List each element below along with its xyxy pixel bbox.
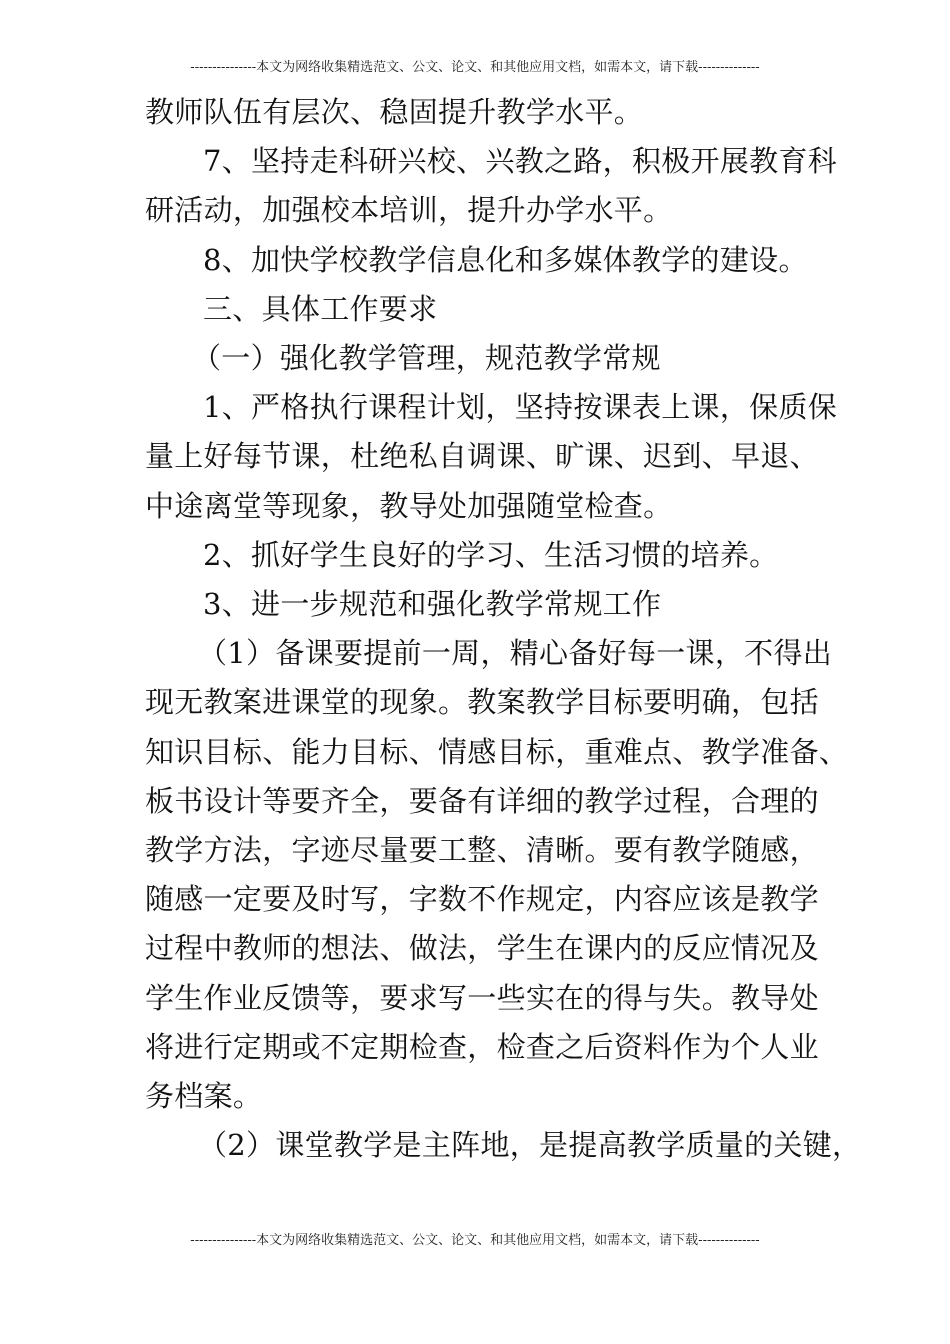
text-line: 现无教案进课堂的现象。教案教学目标要明确，包括 [145, 685, 819, 720]
text-line: 学生作业反馈等，要求写一些实在的得与失。教导处 [145, 980, 819, 1015]
text-line: 3、进一步规范和强化教学常规工作 [203, 587, 662, 622]
text-line: 随感一定要及时写，字数不作规定，内容应该是教学 [145, 882, 819, 917]
text-line: 1、严格执行课程计划，坚持按课表上课，保质保 [203, 390, 838, 425]
footer-banner: ---------------本文为网络收集精选范文、公文、论文、和其他应用文档，如需本文，请下载-------------- [190, 1233, 760, 1248]
text-line: 将进行定期或不定期检查，检查之后资料作为个人业 [145, 1029, 819, 1064]
text-line: 8、加快学校教学信息化和多媒体教学的建设。 [203, 242, 808, 277]
section-heading: 三、具体工作要求 [203, 291, 438, 326]
text-line: 量上好每节课，杜绝私自调课、旷课、迟到、早退、 [145, 439, 819, 474]
text-line: 中途离堂等现象，教导处加强随堂检查。 [145, 488, 673, 523]
text-line: （1）备课要提前一周，精心备好每一课，不得出 [198, 636, 833, 671]
text-line: 知识目标、能力目标、情感目标，重难点、教学准备、 [145, 734, 849, 769]
text-line: 板书设计等要齐全，要备有详细的教学过程，合理的 [145, 783, 819, 818]
text-line: 教学方法，字迹尽量要工整、清晰。要有教学随感， [145, 833, 819, 868]
subsection-heading: （一）强化教学管理，规范教学常规 [192, 341, 661, 376]
text-line: 教师队伍有层次、稳固提升教学水平。 [145, 95, 644, 129]
text-line: 务档案。 [145, 1079, 263, 1114]
text-line: 过程中教师的想法、做法，学生在课内的反应情况及 [145, 931, 819, 966]
text-line: （2）课堂教学是主阵地，是提高教学质量的关键， [198, 1128, 862, 1163]
text-line: 7、坚持走科研兴校、兴教之路，积极开展教育科 [203, 144, 838, 179]
text-line: 2、抓好学生良好的学习、生活习惯的培养。 [203, 537, 779, 572]
text-line: 研活动，加强校本培训，提升办学水平。 [145, 193, 673, 228]
header-banner: ---------------本文为网络收集精选范文、公文、论文、和其他应用文档，如需本文，请下载-------------- [190, 60, 760, 75]
document-body [145, 88, 862, 1170]
